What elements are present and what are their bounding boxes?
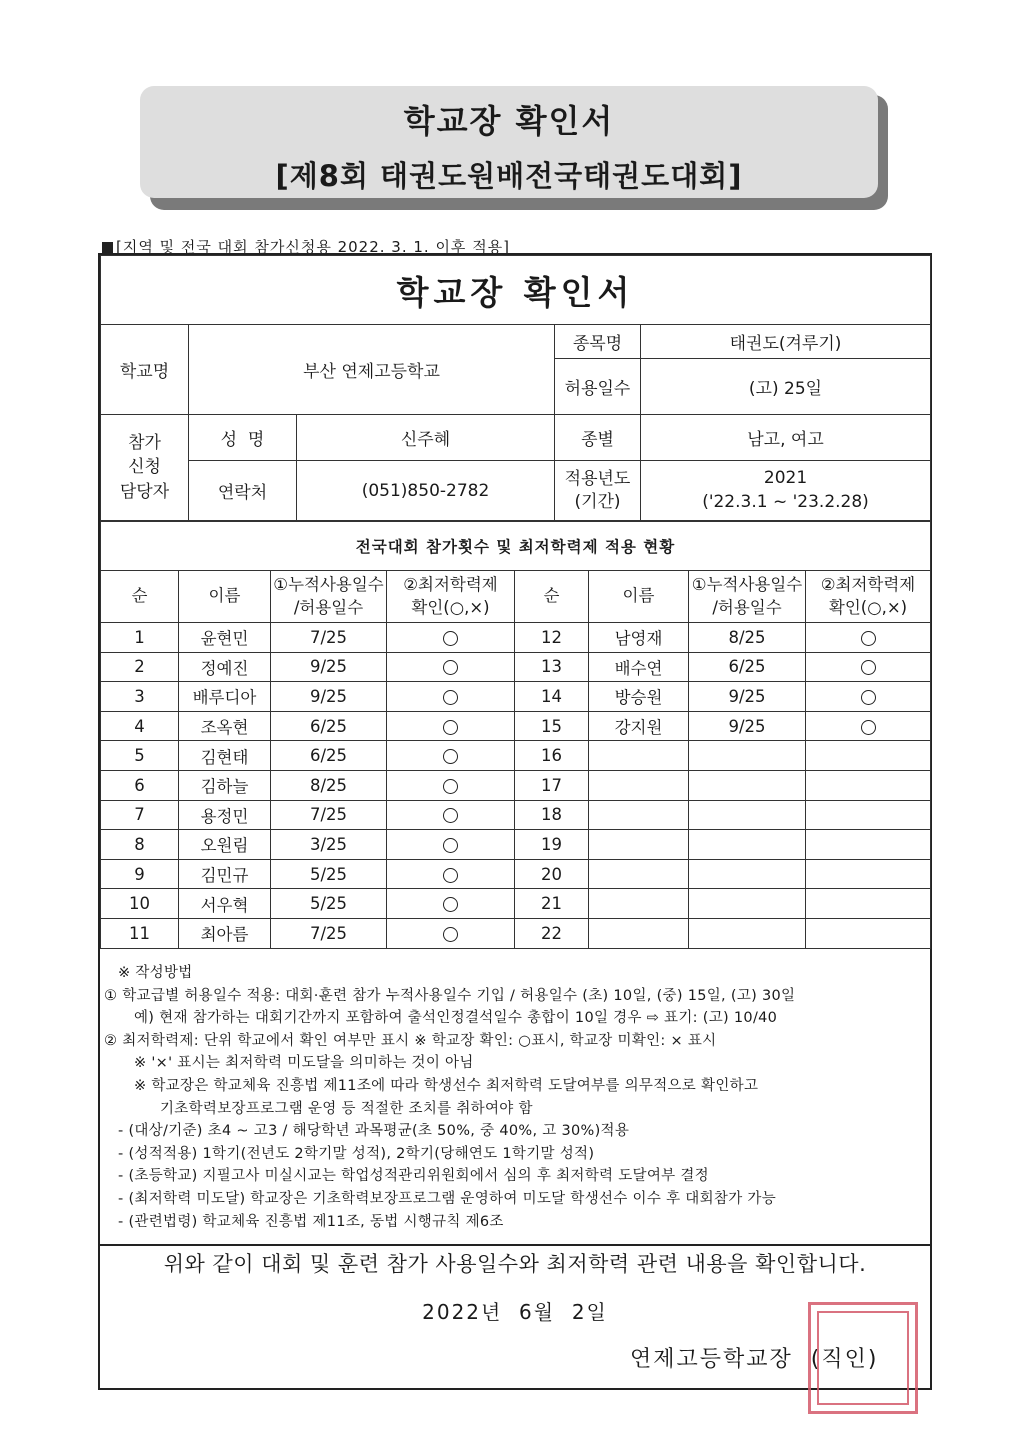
check-cell xyxy=(387,741,515,771)
table-row xyxy=(101,918,931,948)
instruction-line: - (성적적용) 1학기(전년도 2학기말 성적), 2학기(당해연도 1학기말 성적) xyxy=(118,1145,595,1162)
circle-mark-icon xyxy=(861,690,876,705)
num-cell: 1 xyxy=(101,623,179,653)
check-cell xyxy=(806,623,931,653)
header-num: 순 xyxy=(101,571,179,623)
days-cell: 5/25 xyxy=(271,889,387,919)
header-check-line1: ②최저학력제 xyxy=(403,575,498,595)
name-cell xyxy=(589,889,689,919)
name-cell xyxy=(589,800,689,830)
school-label: 학교명 xyxy=(101,325,189,415)
check-cell xyxy=(806,830,931,860)
name-cell: 배수연 xyxy=(589,652,689,682)
circle-mark-icon xyxy=(443,927,458,942)
name-cell: 방승원 xyxy=(589,682,689,712)
year-label-line2: (기간) xyxy=(574,491,621,512)
num-cell: 6 xyxy=(101,770,179,800)
banner-title: 학교장 확인서 xyxy=(403,102,615,140)
table-row xyxy=(101,770,931,800)
circle-mark-icon xyxy=(443,720,458,735)
sport-label: 종목명 xyxy=(555,325,641,359)
circle-mark-icon xyxy=(443,690,458,705)
check-cell xyxy=(387,711,515,741)
name-cell: 윤현민 xyxy=(179,623,271,653)
num-cell: 19 xyxy=(515,830,589,860)
contact-group-label-line3: 담당자 xyxy=(119,481,170,502)
name-cell: 조옥현 xyxy=(179,711,271,741)
phone-label: 연락처 xyxy=(189,461,297,521)
circle-mark-icon xyxy=(443,660,458,675)
days-cell: 7/25 xyxy=(271,623,387,653)
header-check xyxy=(806,571,931,623)
circle-mark-icon xyxy=(443,868,458,883)
check-cell xyxy=(806,859,931,889)
year-label-line1: 적용년도 xyxy=(564,468,631,489)
circle-mark-icon xyxy=(443,838,458,853)
days-label: 허용일수 xyxy=(555,359,641,415)
check-cell xyxy=(387,623,515,653)
num-cell: 15 xyxy=(515,711,589,741)
name-label: 성 명 xyxy=(189,415,297,461)
instruction-line: ② 최저학력제: 단위 학교에서 확인 여부만 표시 ※ 학교장 확인: ○표시, 학교장 미확인: × 표시 xyxy=(104,1032,717,1049)
form-note-text: [지역 및 전국 대회 참가신청용 2022. 3. 1. 이후 적용] xyxy=(116,238,511,256)
num-cell: 14 xyxy=(515,682,589,712)
type-value: 남고, 여고 xyxy=(641,415,931,461)
participation-section-title: 전국대회 참가횟수 및 최저학력제 적용 현황 xyxy=(101,522,931,571)
circle-mark-icon xyxy=(443,897,458,912)
year-label xyxy=(555,461,641,521)
header-days-line2: /허용일수 xyxy=(293,597,364,617)
header-check-line2: 확인(○,×) xyxy=(411,597,490,617)
days-cell: 9/25 xyxy=(271,682,387,712)
check-cell xyxy=(806,918,931,948)
days-cell: 3/25 xyxy=(271,830,387,860)
check-cell xyxy=(806,711,931,741)
days-cell: 6/25 xyxy=(271,711,387,741)
sport-value: 태권도(겨루기) xyxy=(641,325,931,359)
circle-mark-icon xyxy=(443,631,458,646)
num-cell: 13 xyxy=(515,652,589,682)
name-cell: 서우혁 xyxy=(179,889,271,919)
document-title: 학교장 확인서 xyxy=(101,256,931,325)
instructions xyxy=(104,962,930,1233)
title-banner xyxy=(140,86,878,198)
name-cell: 최아름 xyxy=(179,918,271,948)
check-cell xyxy=(387,770,515,800)
num-cell: 3 xyxy=(101,682,179,712)
header-num: 순 xyxy=(515,571,589,623)
year-value-line1: 2021 xyxy=(763,467,808,488)
days-cell xyxy=(689,859,806,889)
days-value: (고) 25일 xyxy=(641,359,931,415)
header-days-line1: ①누적사용일수 xyxy=(691,575,803,595)
table-row xyxy=(101,682,931,712)
circle-mark-icon xyxy=(443,808,458,823)
check-cell xyxy=(806,889,931,919)
table-row xyxy=(101,889,931,919)
days-cell xyxy=(689,889,806,919)
days-cell: 9/25 xyxy=(689,711,806,741)
num-cell: 12 xyxy=(515,623,589,653)
num-cell: 21 xyxy=(515,889,589,919)
info-table xyxy=(100,255,931,521)
days-cell: 8/25 xyxy=(689,623,806,653)
name-value: 신주혜 xyxy=(297,415,555,461)
name-cell: 김하늘 xyxy=(179,770,271,800)
header-check-line1: ②최저학력제 xyxy=(820,575,916,595)
circle-mark-icon xyxy=(861,720,876,735)
instruction-line: - (초등학교) 지필고사 미실시교는 학업성적관리위원회에서 심의 후 최저학력 도달여부 결정 xyxy=(118,1168,709,1185)
instruction-line: ① 학교급별 허용일수 적용: 대회·훈련 참가 누적사용일수 기입 / 허용일수 (초) 10일, (중) 15일, (고) 30일 xyxy=(104,987,796,1004)
table-row xyxy=(101,623,931,653)
num-cell: 8 xyxy=(101,830,179,860)
check-cell xyxy=(387,859,515,889)
year-value xyxy=(641,461,931,521)
table-row xyxy=(101,830,931,860)
name-cell: 강지원 xyxy=(589,711,689,741)
contact-group-label-line2: 신청 xyxy=(128,457,161,478)
instruction-line: ※ '×' 표시는 최저학력 미도달을 의미하는 것이 아님 xyxy=(134,1055,474,1072)
num-cell: 4 xyxy=(101,711,179,741)
table-row xyxy=(101,711,931,741)
num-cell: 18 xyxy=(515,800,589,830)
header-name: 이름 xyxy=(589,571,689,623)
participation-rows xyxy=(101,623,931,949)
header-days-line2: /허용일수 xyxy=(712,597,782,617)
instruction-line: - (관련법령) 학교체육 진흥법 제11조, 동법 시행규칙 제6조 xyxy=(118,1213,504,1230)
name-cell xyxy=(589,770,689,800)
days-cell: 5/25 xyxy=(271,859,387,889)
check-cell xyxy=(806,770,931,800)
name-cell: 남영재 xyxy=(589,623,689,653)
official-seal xyxy=(808,1302,918,1414)
num-cell: 2 xyxy=(101,652,179,682)
days-cell: 9/25 xyxy=(689,682,806,712)
type-label: 종별 xyxy=(555,415,641,461)
name-cell: 배루디아 xyxy=(179,682,271,712)
check-cell xyxy=(806,741,931,771)
circle-mark-icon xyxy=(443,779,458,794)
name-cell xyxy=(589,859,689,889)
table-row xyxy=(101,859,931,889)
days-cell: 7/25 xyxy=(271,918,387,948)
phone-value: (051)850-2782 xyxy=(297,461,555,521)
header-days xyxy=(271,571,387,623)
name-cell: 김현태 xyxy=(179,741,271,771)
days-cell: 6/25 xyxy=(271,741,387,771)
instruction-line: 기초학력보장프로그램 운영 등 적절한 조치를 취하여야 함 xyxy=(160,1100,533,1117)
contact-group-label xyxy=(101,415,189,521)
circle-mark-icon xyxy=(861,660,876,675)
official-seal-inner xyxy=(817,1311,909,1405)
check-cell xyxy=(387,889,515,919)
num-cell: 16 xyxy=(515,741,589,771)
square-bullet-icon xyxy=(102,242,113,253)
days-cell: 7/25 xyxy=(271,800,387,830)
check-cell xyxy=(387,652,515,682)
table-row xyxy=(101,800,931,830)
instruction-line: ※ 작성방법 xyxy=(118,965,193,981)
days-cell xyxy=(689,741,806,771)
header-days-line1: ①누적사용일수 xyxy=(273,575,384,595)
days-cell xyxy=(689,918,806,948)
year-value-line2: ('22.3.1 ~ '23.2.28) xyxy=(702,491,869,512)
num-cell: 20 xyxy=(515,859,589,889)
table-row xyxy=(101,652,931,682)
check-cell xyxy=(806,652,931,682)
name-cell: 오원림 xyxy=(179,830,271,860)
instruction-line: - (대상/기준) 초4 ~ 고3 / 해당학년 과목평균(초 50%, 중 40%, 고 30%)적용 xyxy=(118,1123,630,1140)
signer-name: 연제고등학교장 (직인) xyxy=(630,1347,879,1372)
header-name: 이름 xyxy=(179,571,271,623)
instruction-line: - (최저학력 미도달) 학교장은 기초학력보장프로그램 운영하여 미도달 학생선수 이수 후 대회참가 가능 xyxy=(118,1190,777,1207)
circle-mark-icon xyxy=(861,631,876,646)
banner-subtitle: [제8회 태권도원배전국태권도대회] xyxy=(275,159,743,193)
header-check xyxy=(387,571,515,623)
num-cell: 11 xyxy=(101,918,179,948)
instruction-line: 예) 현재 참가하는 대회기간까지 포함하여 출석인정결석일수 총합이 10일 경우 ⇨ 표기: (고) 10/40 xyxy=(134,1010,778,1027)
name-cell xyxy=(589,741,689,771)
days-cell: 6/25 xyxy=(689,652,806,682)
days-cell xyxy=(689,800,806,830)
days-cell xyxy=(689,770,806,800)
days-cell: 8/25 xyxy=(271,770,387,800)
num-cell: 7 xyxy=(101,800,179,830)
circle-mark-icon xyxy=(443,749,458,764)
num-cell: 9 xyxy=(101,859,179,889)
header-days xyxy=(689,571,806,623)
name-cell xyxy=(589,830,689,860)
footer-divider xyxy=(98,1244,932,1246)
check-cell xyxy=(387,800,515,830)
table-row xyxy=(101,741,931,771)
name-cell: 정예진 xyxy=(179,652,271,682)
days-cell: 9/25 xyxy=(271,652,387,682)
name-cell: 용정민 xyxy=(179,800,271,830)
confirm-statement: 위와 같이 대회 및 훈련 참가 사용일수와 최저학력 관련 내용을 확인합니다. xyxy=(163,1252,867,1276)
num-cell: 10 xyxy=(101,889,179,919)
num-cell: 17 xyxy=(515,770,589,800)
signature-date: 2022년 6월 2일 xyxy=(422,1300,608,1324)
name-cell xyxy=(589,918,689,948)
participation-table xyxy=(100,521,931,949)
header-check-line2: 확인(○,×) xyxy=(828,597,908,617)
num-cell: 22 xyxy=(515,918,589,948)
school-value: 부산 연제고등학교 xyxy=(189,325,555,415)
check-cell xyxy=(387,682,515,712)
check-cell xyxy=(387,830,515,860)
instruction-line: ※ 학교장은 학교체육 진흥법 제11조에 따라 학생선수 최저학력 도달여부를 의무적으로 확인하고 xyxy=(134,1077,759,1094)
days-cell xyxy=(689,830,806,860)
check-cell xyxy=(806,800,931,830)
num-cell: 5 xyxy=(101,741,179,771)
name-cell: 김민규 xyxy=(179,859,271,889)
contact-group-label-line1: 참가 xyxy=(128,432,161,453)
check-cell xyxy=(387,918,515,948)
check-cell xyxy=(806,682,931,712)
